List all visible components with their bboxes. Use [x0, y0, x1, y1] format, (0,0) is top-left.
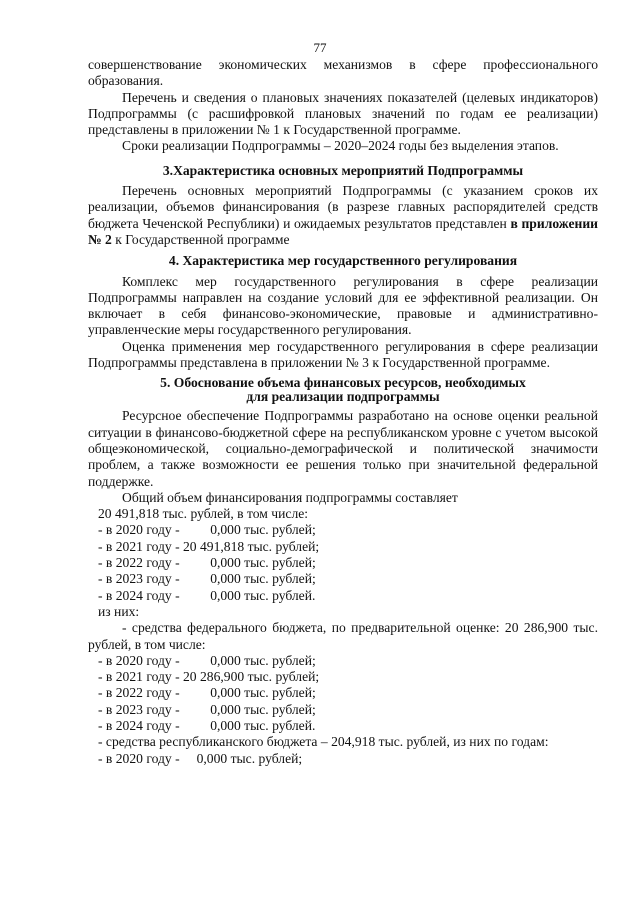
paragraph-total-funding: Общий объем финансирования подпрограммы составляет — [122, 489, 458, 505]
paragraph-continuation: совершенствование экономических механизмов в сфере профессионального образования. — [88, 57, 598, 89]
paragraph-timeline: Сроки реализации Подпрограммы – 2020–2024 годы без выделения этапов. — [122, 138, 559, 154]
paragraph-main-activities-text: Перечень основных мероприятий Подпрограммы (с указанием сроков их реализации, объемов финансирования (в разрезе главных распорядителей средств бюджета Чеченской Республики) и ожидаемых результатов представлен — [88, 183, 598, 231]
list-item: - в 2023 году - 0,000 тыс. рублей; — [98, 571, 316, 587]
section-4-heading: 4. Характеристика мер государственного регулирования — [168, 253, 518, 269]
paragraph-federal-budget: - средства федерального бюджета, по предварительной оценке: 20 286,900 тыс. рублей, в том числе: — [88, 620, 598, 652]
list-item: - в 2020 году - 0,000 тыс. рублей; — [98, 750, 303, 766]
document-body — [88, 57, 598, 767]
list-item: - в 2023 году - 0,000 тыс. рублей; — [98, 701, 316, 717]
republic-funding-by-year-list — [88, 751, 598, 767]
list-item: - в 2024 году - 0,000 тыс. рублей. — [98, 587, 316, 603]
section-5-heading — [88, 376, 598, 404]
funding-by-year-list — [88, 522, 598, 603]
paragraph-resource-provision: Ресурсное обеспечение Подпрограммы разработано на основе оценки реальной ситуации в финансово-бюджетной сфере на республиканском уровне с учетом высокой общеэкономической, социально-демографической и политической значимости проблем, а также возможности ее решения только при значительной федеральной поддержке. — [88, 408, 598, 489]
list-item: - в 2022 году - 0,000 тыс. рублей; — [98, 685, 316, 701]
paragraph-of-which: из них: — [98, 603, 140, 619]
list-item: - в 2020 году - 0,000 тыс. рублей; — [98, 522, 316, 538]
paragraph-regulation-measures: Комплекс мер государственного регулирования в сфере реализации Подпрограммы направлен на создание условий для ее эффективной реализации. Он включает в себя финансово-экономические, правовые и административно-управленческие меры государственного регулирования. — [88, 273, 598, 338]
list-item: - в 2022 году - 0,000 тыс. рублей; — [98, 555, 316, 571]
paragraph-indicators: Перечень и сведения о плановых значениях показателей (целевых индикаторов) Подпрограммы (с расшифровкой плановых значений по годам ее реализации) представлены в приложении № 1 к Государственной программе. — [88, 89, 598, 138]
federal-funding-by-year-list — [88, 653, 598, 734]
paragraph-regulation-assessment: Оценка применения мер государственного регулирования в сфере реализации Подпрограммы представлена в приложении № 3 к Государственной программе. — [88, 338, 598, 371]
list-item: - в 2021 году - 20 286,900 тыс. рублей; — [98, 669, 320, 685]
paragraph-main-activities-end: к Государственной программе — [111, 231, 290, 247]
paragraph-total-amount: 20 491,818 тыс. рублей, в том числе: — [98, 506, 309, 522]
section-5-heading-line-2: для реализации подпрограммы — [246, 389, 440, 405]
appendix-2-reference: в приложении № 2 — [88, 215, 598, 247]
paragraph-republic-budget: - средства республиканского бюджета – 204,918 тыс. рублей, из них по годам: — [98, 734, 549, 750]
page-number: 77 — [313, 40, 327, 55]
section-5-heading-line-1: 5. Обоснование объема финансовых ресурсов, необходимых — [160, 375, 526, 391]
list-item: - в 2024 году - 0,000 тыс. рублей. — [98, 717, 316, 733]
list-item: - в 2020 году - 0,000 тыс. рублей; — [98, 652, 316, 668]
paragraph-main-activities — [88, 183, 598, 248]
section-3-heading: 3.Характеристика основных мероприятий Подпрограммы — [162, 162, 524, 178]
list-item: - в 2021 году - 20 491,818 тыс. рублей; — [98, 538, 320, 554]
